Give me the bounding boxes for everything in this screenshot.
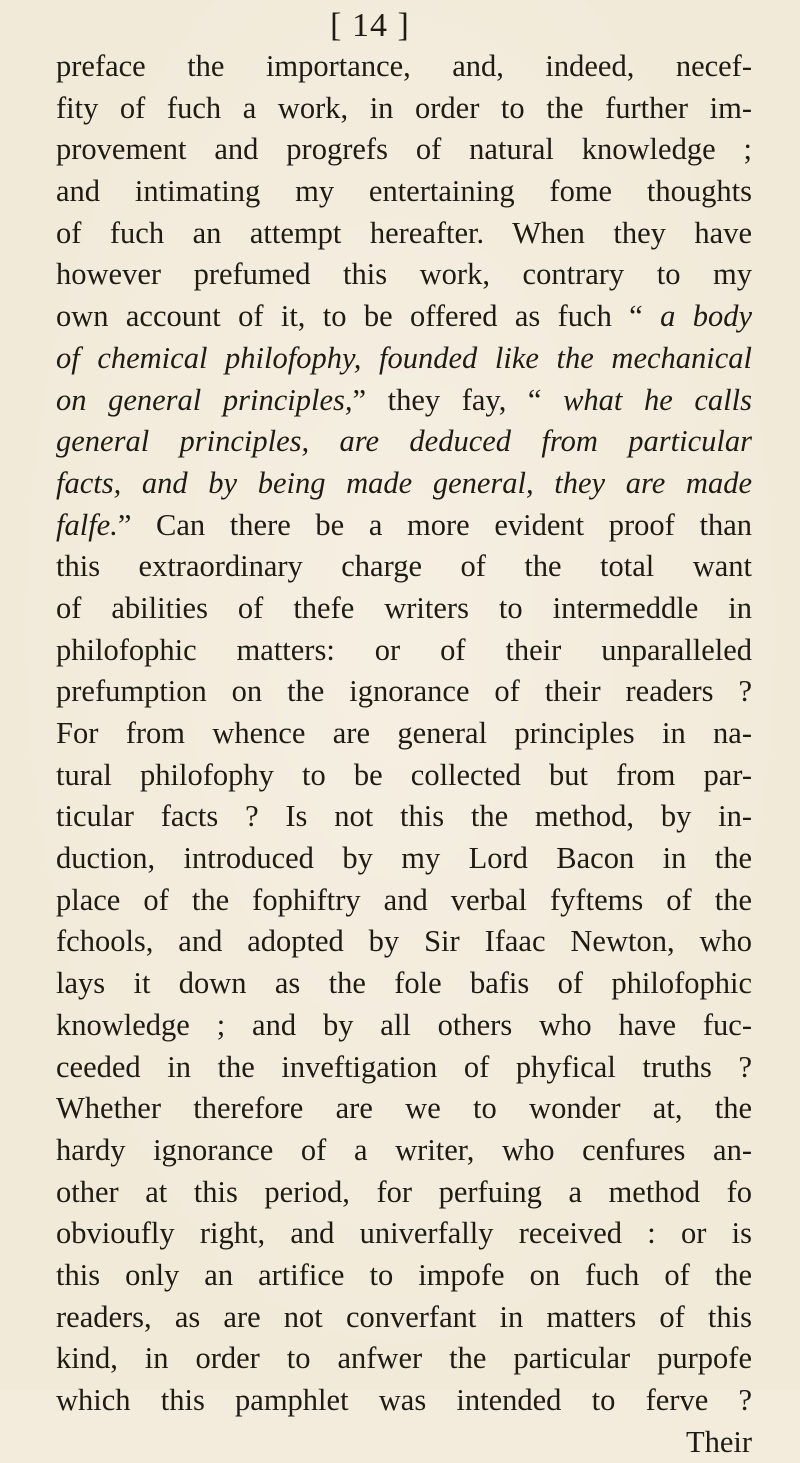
text-line: [56, 88, 752, 130]
text-line: [56, 1130, 752, 1172]
text-line: [56, 338, 752, 380]
text-line: [56, 671, 752, 713]
text-segment: knowledge ; and by all others who have fuc-: [56, 1007, 752, 1042]
italic-text: on general principles,: [56, 382, 353, 417]
text-segment: kind, in order to anfwer the particular purpofe: [56, 1341, 752, 1376]
text-segment: this only an artifice to impofe on fuch of the: [56, 1257, 752, 1292]
italic-text: facts, and by being made general, they are made: [56, 465, 752, 500]
text-segment: place of the fophiftry and verbal fyftems of the: [56, 882, 752, 917]
text-line: [56, 713, 752, 755]
text-segment: readers, as are not converfant in matters of this: [56, 1299, 752, 1334]
text-line: [56, 796, 752, 838]
italic-text: general principles, are deduced from particular: [56, 424, 752, 459]
text-segment: however prefumed this work, contrary to my: [56, 257, 752, 292]
text-line: [56, 505, 752, 547]
text-line: [56, 380, 752, 422]
text-line: [56, 421, 752, 463]
text-line: [56, 588, 752, 630]
text-segment: hardy ignorance of a writer, who cenfures an-: [56, 1132, 752, 1167]
text-segment: provement and progrefs of natural knowledge ;: [56, 132, 752, 167]
text-segment: For from whence are general principles in na-: [56, 716, 752, 750]
text-segment: and intimating my entertaining fome thoughts: [56, 174, 752, 209]
text-line: [56, 1297, 752, 1339]
text-segment: of abilities of thefe writers to intermeddle in: [56, 590, 752, 625]
text-segment: fchools, and adopted by Sir Ifaac Newton, who: [56, 924, 752, 959]
text-segment: prefumption on the ignorance of their readers ?: [56, 674, 752, 709]
text-segment: philofophic matters: or of their unparalleled: [56, 632, 752, 667]
text-segment: preface the importance, and, indeed, necef-: [56, 49, 752, 83]
text-line: [56, 880, 752, 922]
text-segment: Their: [685, 1424, 752, 1459]
italic-text: what he calls: [563, 382, 752, 417]
text-segment: lays it down as the fole bafis of philofophic: [56, 966, 752, 1001]
text-line: [56, 546, 752, 588]
text-line: [56, 838, 752, 880]
text-segment: obvioufly right, and univerfally received : or is: [56, 1216, 752, 1251]
text-segment: other at this period, for perfuing a method fo: [56, 1174, 752, 1209]
text-line: [56, 1338, 752, 1380]
text-line: [56, 1047, 752, 1089]
text-line: [56, 129, 752, 171]
text-segment: duction, introduced by my Lord Bacon in the: [56, 841, 752, 876]
text-segment: this extraordinary charge of the total want: [56, 549, 752, 584]
text-line: [56, 254, 752, 296]
text-line: [56, 1422, 752, 1463]
text-line: [56, 1213, 752, 1255]
text-line: [56, 1380, 752, 1422]
text-segment: ” Can there be a more evident proof than: [117, 507, 752, 542]
text-line: [56, 296, 752, 338]
page-number: [ 14 ]: [330, 7, 410, 44]
text-line: [56, 1172, 752, 1214]
text-line: [56, 1005, 752, 1047]
text-segment: ticular facts ? Is not this the method, by in-: [56, 799, 752, 834]
text-line: [56, 1255, 752, 1297]
text-segment: ” they fay, “: [352, 382, 564, 417]
text-line: [56, 46, 752, 88]
text-segment: which this pamphlet was intended to ferve ?: [56, 1383, 752, 1417]
text-line: [56, 963, 752, 1005]
text-line: [56, 755, 752, 797]
text-line: [56, 1088, 752, 1130]
text-line: [56, 630, 752, 672]
text-segment: Whether therefore are we to wonder at, the: [56, 1091, 752, 1126]
text-line: [56, 921, 752, 963]
text-line: [56, 463, 752, 505]
text-segment: own account of it, to be offered as fuch “: [56, 299, 661, 334]
italic-text: a body: [660, 299, 752, 334]
italic-text: falfe.: [56, 507, 118, 542]
text-line: [56, 171, 752, 213]
text-segment: fity of fuch a work, in order to the further im-: [56, 90, 752, 125]
body-text: [56, 46, 752, 1463]
italic-text: of chemical philofophy, founded like the mechanical: [56, 340, 752, 375]
text-segment: of fuch an attempt hereafter. When they have: [56, 215, 752, 250]
text-line: [56, 213, 752, 255]
text-segment: ceeded in the inveftigation of phyfical truths ?: [56, 1049, 752, 1084]
text-segment: tural philofophy to be collected but from par-: [56, 757, 752, 792]
